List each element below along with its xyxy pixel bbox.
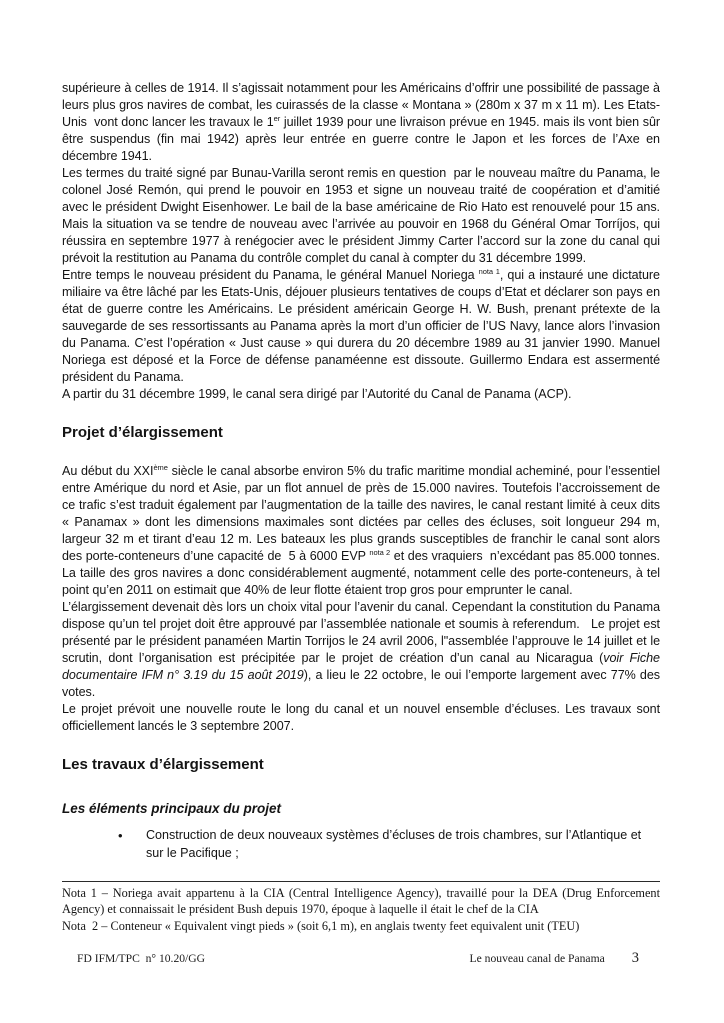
footer-document-title: Le nouveau canal de Panama: [469, 952, 605, 965]
paragraph-referendum: L’élargissement devenait dès lors un choix vital pour l’avenir du canal. Cependant la constitution du Panama dispose qu’un tel projet doit être approuvé par l’assemblée nationale et soumis à referendum. Le projet est présenté par le président panaméen Martin Torrijos le 24 avril 2006, l"assemblée l’approuve le 14 juillet et le scrutin, dont l’organisation est précipitée par le projet de création d’un canal au Nicaragua (voir Fiche documentaire IFM n° 3.19 du 15 août 2019), a lieu le 22 octobre, le oui l’emporte largement avec 77% des votes.: [62, 600, 660, 699]
paragraph-montana-works: supérieure à celles de 1914. Il s’agissait notamment pour les Américains d’offrir une possibilité de passage à leurs plus gros navires de combat, les cuirassés de la classe « Montana » (280m x 37 m x 11 m). Les Etats-Unis vont donc lancer les travaux le 1er juillet 1939 pour une livraison prévue en 1945. mais ils vont bien sûr être suspendus (fin mai 1942) après leur entrée en guerre contre le Japon et les forces de l’Axe en décembre 1941.: [62, 81, 660, 163]
bullet-item-ecluses: • Construction de deux nouveaux systèmes d’écluses de trois chambres, sur l’Atlantique et sur le Pacifique ;: [146, 827, 660, 862]
paragraph-remon-treaty: Les termes du traité signé par Bunau-Varilla seront remis en question par le nouveau maître du Panama, le colonel José Remón, qui prend le pouvoir en 1953 et signe un nouveau traité de coopération et d’amitié avec le président Dwight Eisenhower. Le bail de la base américaine de Rio Hato est renouvelé pour 15 ans. Mais la situation va se tendre de nouveau avec l’arrivée au pouvoir en 1968 du Général Omar Torríjos, qui réussira en septembre 1977 à renégocier avec le président Jimmy Carter l’accord sur la zone du canal qui prévoit la restitution au Panama du contrôle complet du canal à compter du 31 décembre 1999.: [62, 166, 660, 265]
page-footer: [62, 950, 660, 967]
footnote-nota-1: Nota 1 – Noriega avait appartenu à la CIA (Central Intelligence Agency), travaillé pour la DEA (Drug Enforcement Agency) et connaissait le président Bush depuis 1970, époque à laquelle il était le chef de la CIA: [62, 886, 660, 917]
paragraph-noriega: Entre temps le nouveau président du Panama, le général Manuel Noriega $^{nota 1}$, qui a instauré une dictature miliaire va être lâché par les Etats-Unis, déjouer plusieurs tentatives de coups d’Etat et déclarer son pays en état de guerre contre les Américains. Le président américain George H. W. Bush, prenant prétexte de la sauvegarde de ses ressortissants au Panama après la mort d’un officier de l’US Navy, lance alors l’invasion du Panama. C’est l’opération « Just cause » qui durera du 20 décembre 1989 au 31 janvier 1990. Manuel Noriega est déposé et la Force de défense panaméenne est dissoute. Guillermo Endara est assermenté président du Panama.: [62, 266, 660, 384]
footer-reference: FD IFM/TPC n° 10.20/GG: [77, 952, 206, 965]
bullet-list: [62, 827, 660, 862]
footnotes: [62, 881, 660, 934]
footnote-nota-2: Nota 2 – Conteneur « Equivalent vingt pieds » (soit 6,1 m), en anglais twenty feet equivalent unit (TEU): [62, 918, 580, 933]
paragraph-lancement-travaux: Le projet prévoit une nouvelle route le long du canal et un nouvel ensemble d’écluses. Les travaux sont officiellement lancés le 3 septembre 2007.: [62, 702, 660, 733]
section-heading-travaux-elargissement: Les travaux d’élargissement: [62, 756, 264, 773]
paragraph-trafic: Au début du XXIème siècle le canal absorbe environ 5% du trafic maritime mondial acheminé, pour l’essentiel entre Amérique du nord et Asie, par un flot annuel de près de 15.000 navires. Toutefois l’accroissement de ce trafic s’est traduit également par l’augmentation de la taille des navires, le canal restant limité à ceux dits « Panamax » dont les dimensions maximales sont dictées par celles des écluses, soit longueur 294 m, largeur 32 m et tirant d’eau 12 m. Les bateaux les plus grands susceptibles de franchir le canal sont alors des porte-conteneurs d’une capacité de 5 à 6000 EVP $^{nota 2}$ et des vraquiers n’excédant pas 85.000 tonnes. La taille des gros navires a donc considérablement augmenté, notamment celle des porte-conteneurs, à tel point qu’en 2011 on estimait que 40% de leur flotte étaient trop gros pour emprunter le canal.: [62, 462, 660, 597]
page-number: 3: [631, 950, 639, 966]
section-heading-projet-elargissement: Projet d’élargissement: [62, 424, 223, 441]
document-body: [62, 80, 660, 862]
subsection-heading-elements-principaux: Les éléments principaux du projet: [62, 801, 282, 816]
paragraph-acp: A partir du 31 décembre 1999, le canal sera dirigé par l’Autorité du Canal de Panama (ACP).: [62, 387, 572, 401]
